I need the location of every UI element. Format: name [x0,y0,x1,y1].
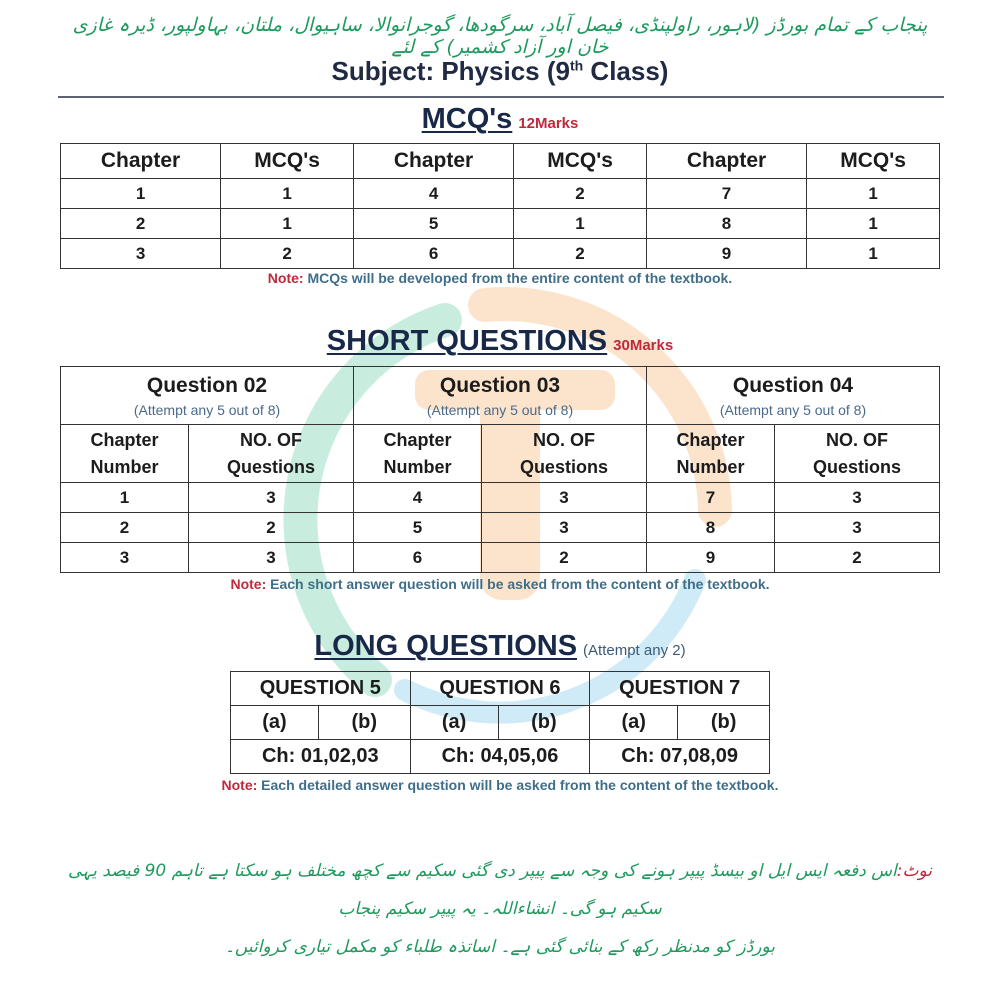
table-row: 1 1 4 2 7 1 [61,179,940,209]
short-questions-table [60,366,940,573]
mcq-table [60,143,940,269]
table-header-row: Chapter MCQ's Chapter MCQ's Chapter MCQ's [61,144,940,179]
long-questions-note: Note: Each detailed answer question will be asked from the content of the textbook. [221,777,779,793]
table-row: 3 2 6 2 9 1 [61,239,940,269]
urdu-boards-heading: پنجاب کے تمام بورڈز (لاہور، راولپنڈی، فیصل آباد، سرگودھا، گوجرانوالا، ساہیوال، ملتان، بہاولپور، ڈیرہ غازی خان اور آزاد کشمیر) کے لئے [72,14,928,58]
column-header-row: Chapter Number NO. OF Questions Chapter Number NO. OF Questions Chapter Number NO. OF Questions [61,425,940,483]
question-header-row: QUESTION 5 QUESTION 6 QUESTION 7 [231,672,770,706]
question-04-header: Question 04 (Attempt any 5 out of 8) [646,367,939,425]
table-row: 1 3 4 3 7 3 [61,483,940,513]
mcq-note: Note: MCQs will be developed from the entire content of the textbook. [267,270,733,286]
subject-title: Subject: Physics (9th Class) [331,56,669,86]
long-questions-title: LONG QUESTIONS (Attempt any 2) [314,630,686,662]
question-header-row [61,367,940,425]
parts-row: (a) (b) (a) (b) (a) (b) [231,706,770,740]
mcq-section-title: MCQ's 12Marks [421,103,579,135]
question-02-header: Question 02 (Attempt any 5 out of 8) [61,367,354,425]
short-questions-note: Note: Each short answer question will be asked from the content of the textbook. [230,576,770,592]
table-row: 3 3 6 2 9 2 [61,543,940,573]
header-divider [58,96,944,98]
urdu-footer-note: نوٹ:اس دفعہ ایس ایل او بیسڈ پیپر ہونے کی وجہ سے پیپر دی گئی سکیم سے کچھ مختلف ہو سکتا ہے تاہم 90 فیصد یہی سکیم ہو گی۔ انشاءاللہ۔ یہ پیپر سکیم پنجاب بورڈز کو مدنظر رکھ کے بنائی گئی ہے۔ اساتذہ طلباء کو مکمل تیاری کروائیں۔ [68,861,932,957]
table-row: 2 1 5 1 8 1 [61,209,940,239]
question-03-header: Question 03 (Attempt any 5 out of 8) [353,367,646,425]
chapters-row: Ch: 01,02,03 Ch: 04,05,06 Ch: 07,08,09 [231,740,770,774]
table-row: 2 2 5 3 8 3 [61,513,940,543]
long-questions-table [230,671,770,774]
short-questions-title: SHORT QUESTIONS 30Marks [326,325,674,357]
